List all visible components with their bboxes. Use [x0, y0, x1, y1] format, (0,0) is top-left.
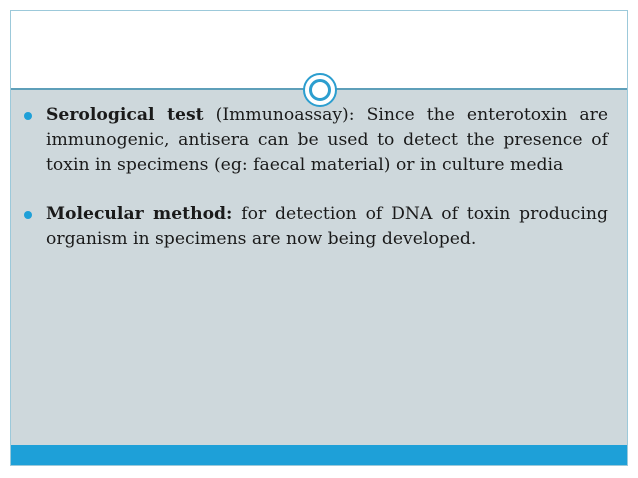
bullet-term: Serological test: [46, 105, 204, 125]
bullet-text: for detection of DNA of toxin producing organism in specimens are now being developed.: [46, 204, 608, 249]
bullet-text: (Immunoassay): Since the enterotoxin are immunogenic, antisera can be used to detect the presence of toxin in specimens (eg: faecal material) or in culture media: [46, 105, 608, 175]
inner-ring-icon: [309, 79, 331, 101]
bullet-term: Molecular method:: [46, 204, 233, 224]
bullet-icon: [24, 211, 32, 219]
bullet-item-serological-test: [18, 103, 608, 178]
bullet-list: [18, 103, 608, 276]
footer-bar: [11, 445, 627, 465]
ring-ornament-icon: [303, 73, 337, 107]
bullet-item-molecular-method: [18, 202, 608, 252]
bullet-icon: [24, 112, 32, 120]
